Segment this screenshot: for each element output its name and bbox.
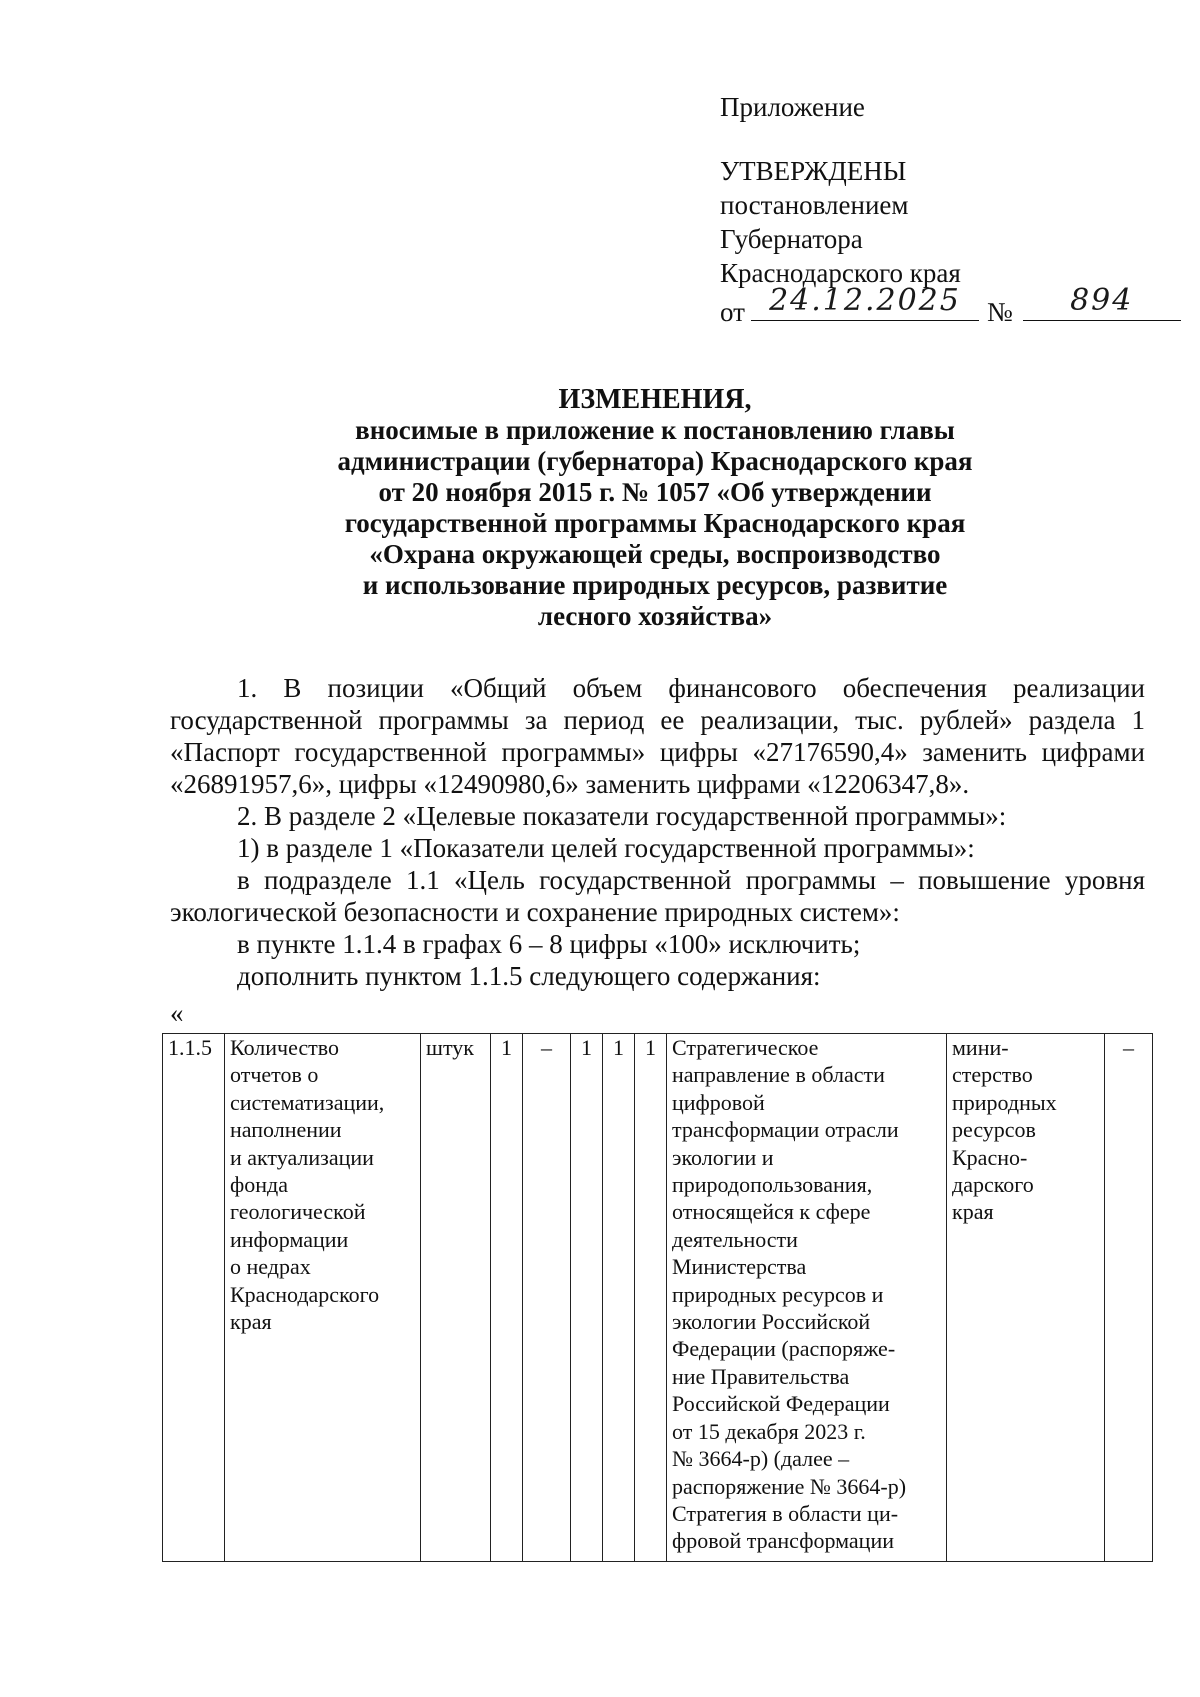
indicator-line: наполнении	[230, 1117, 342, 1143]
basis-line: природных ресурсов и	[672, 1281, 884, 1307]
approval-line-3: Краснодарского края	[720, 258, 961, 288]
cell-number: 1.1.5	[163, 1034, 225, 1562]
paragraph-4: в подразделе 1.1 «Цель государственной программы – повышение уровня экологической безопасности и сохранение природных систем»:	[170, 865, 1145, 927]
cell-value-2: –	[523, 1034, 571, 1562]
table-row	[163, 1034, 1153, 1562]
cell-value-5: 1	[635, 1034, 667, 1562]
number-field	[1023, 283, 1181, 321]
number-label: №	[986, 297, 1013, 327]
basis-line: природопользования,	[672, 1172, 873, 1198]
cell-indicator	[225, 1034, 421, 1562]
responsible-line: Красно-	[952, 1144, 1028, 1170]
cell-responsible	[947, 1034, 1105, 1562]
basis-line: Стратегия в области ци-	[672, 1500, 899, 1526]
responsible-line: дарского	[952, 1172, 1034, 1198]
basis-line: Российской Федерации	[672, 1391, 890, 1417]
responsible-line: ресурсов	[952, 1117, 1036, 1143]
paragraph-1: 1. В позиции «Общий объем финансового обеспечения реализации государственной программы за период ее реализации, тыс. рублей» раздела 1 «Паспорт государственной программы» цифры «27176590,4» заменить цифрами «26891957,6», цифры «12490980,6» заменить цифрами «12206347,8».	[170, 673, 1145, 799]
title-line: лесного хозяйства»	[537, 601, 773, 631]
document-body	[170, 672, 1145, 992]
basis-line: фровой трансформации	[672, 1528, 894, 1554]
responsible-line: мини-	[952, 1035, 1009, 1060]
indicator-line: Краснодарского	[230, 1281, 380, 1307]
indicator-line: и актуализации	[230, 1144, 374, 1170]
basis-line: экологии Российской	[672, 1309, 871, 1335]
basis-line: ние Правительства	[672, 1363, 850, 1389]
title-line: от 20 ноября 2015 г. № 1057 «Об утверждении	[378, 477, 932, 507]
approval-line-1: постановлением	[720, 190, 909, 220]
paragraph-3: 1) в разделе 1 «Показатели целей государственной программы»:	[237, 833, 975, 863]
basis-line: относящейся к сфере	[672, 1199, 871, 1225]
basis-line: от 15 декабря 2023 г.	[672, 1418, 866, 1444]
amendment-table	[162, 1033, 1153, 1562]
basis-line: Министерства	[672, 1254, 807, 1280]
paragraph-2: 2. В разделе 2 «Целевые показатели государственной программы»:	[237, 801, 1007, 831]
basis-line: экологии и	[672, 1144, 774, 1170]
title-line: вносимые в приложение к постановлению главы	[355, 415, 955, 445]
title-main: ИЗМЕНЕНИЯ,	[558, 384, 752, 415]
cell-basis	[667, 1034, 947, 1562]
title-line: администрации (губернатора) Краснодарского края	[337, 446, 973, 476]
handwritten-number: 894	[1070, 283, 1134, 318]
approval-line-2: Губернатора	[720, 224, 863, 254]
indicator-text	[230, 1034, 415, 1335]
indicator-line: геологической	[230, 1199, 366, 1225]
responsible-text	[952, 1034, 1099, 1226]
title-line: государственной программы Краснодарского края	[344, 508, 966, 538]
indicator-line: Количество	[230, 1035, 340, 1060]
approval-block	[720, 90, 1181, 329]
basis-line: Стратегическое	[672, 1035, 819, 1060]
appendix-label: Приложение	[720, 92, 865, 122]
indicator-line: информации	[230, 1226, 349, 1252]
responsible-line: природных	[952, 1089, 1057, 1115]
title-line: «Охрана окружающей среды, воспроизводство	[369, 539, 941, 569]
basis-line: трансформации отрасли	[672, 1117, 899, 1143]
basis-line: № 3664-р) (далее –	[672, 1446, 850, 1472]
basis-line: цифровой	[672, 1089, 765, 1115]
cell-last: –	[1105, 1034, 1153, 1562]
handwritten-date: 24.12.2025	[769, 283, 961, 318]
responsible-line: края	[952, 1199, 994, 1225]
cell-unit: штук	[421, 1034, 491, 1562]
paragraph-5: в пункте 1.1.4 в графах 6 – 8 цифры «100» исключить;	[237, 929, 861, 959]
basis-text	[672, 1034, 941, 1555]
document-title	[170, 384, 1140, 632]
from-label: от	[720, 297, 745, 327]
opening-quote: «	[170, 998, 184, 1028]
indicator-line: систематизации,	[230, 1089, 385, 1115]
cell-value-1: 1	[491, 1034, 523, 1562]
cell-value-3: 1	[571, 1034, 603, 1562]
paragraph-6: дополнить пунктом 1.1.5 следующего содержания:	[237, 961, 821, 991]
title-line: и использование природных ресурсов, развитие	[362, 570, 948, 600]
responsible-line: стерство	[952, 1062, 1033, 1088]
indicator-line: отчетов о	[230, 1062, 319, 1088]
approval-date-number-line	[720, 283, 1181, 329]
basis-line: деятельности	[672, 1226, 798, 1252]
indicator-line: фонда	[230, 1172, 288, 1198]
basis-line: Федерации (распоряже-	[672, 1336, 896, 1362]
cell-value-4: 1	[603, 1034, 635, 1562]
indicator-line: края	[230, 1309, 272, 1335]
date-field	[751, 283, 979, 321]
indicator-line: о недрах	[230, 1254, 311, 1280]
basis-line: распоряжение № 3664-р)	[672, 1473, 907, 1499]
basis-line: направление в области	[672, 1062, 885, 1088]
approved-label: УТВЕРЖДЕНЫ	[720, 156, 907, 186]
